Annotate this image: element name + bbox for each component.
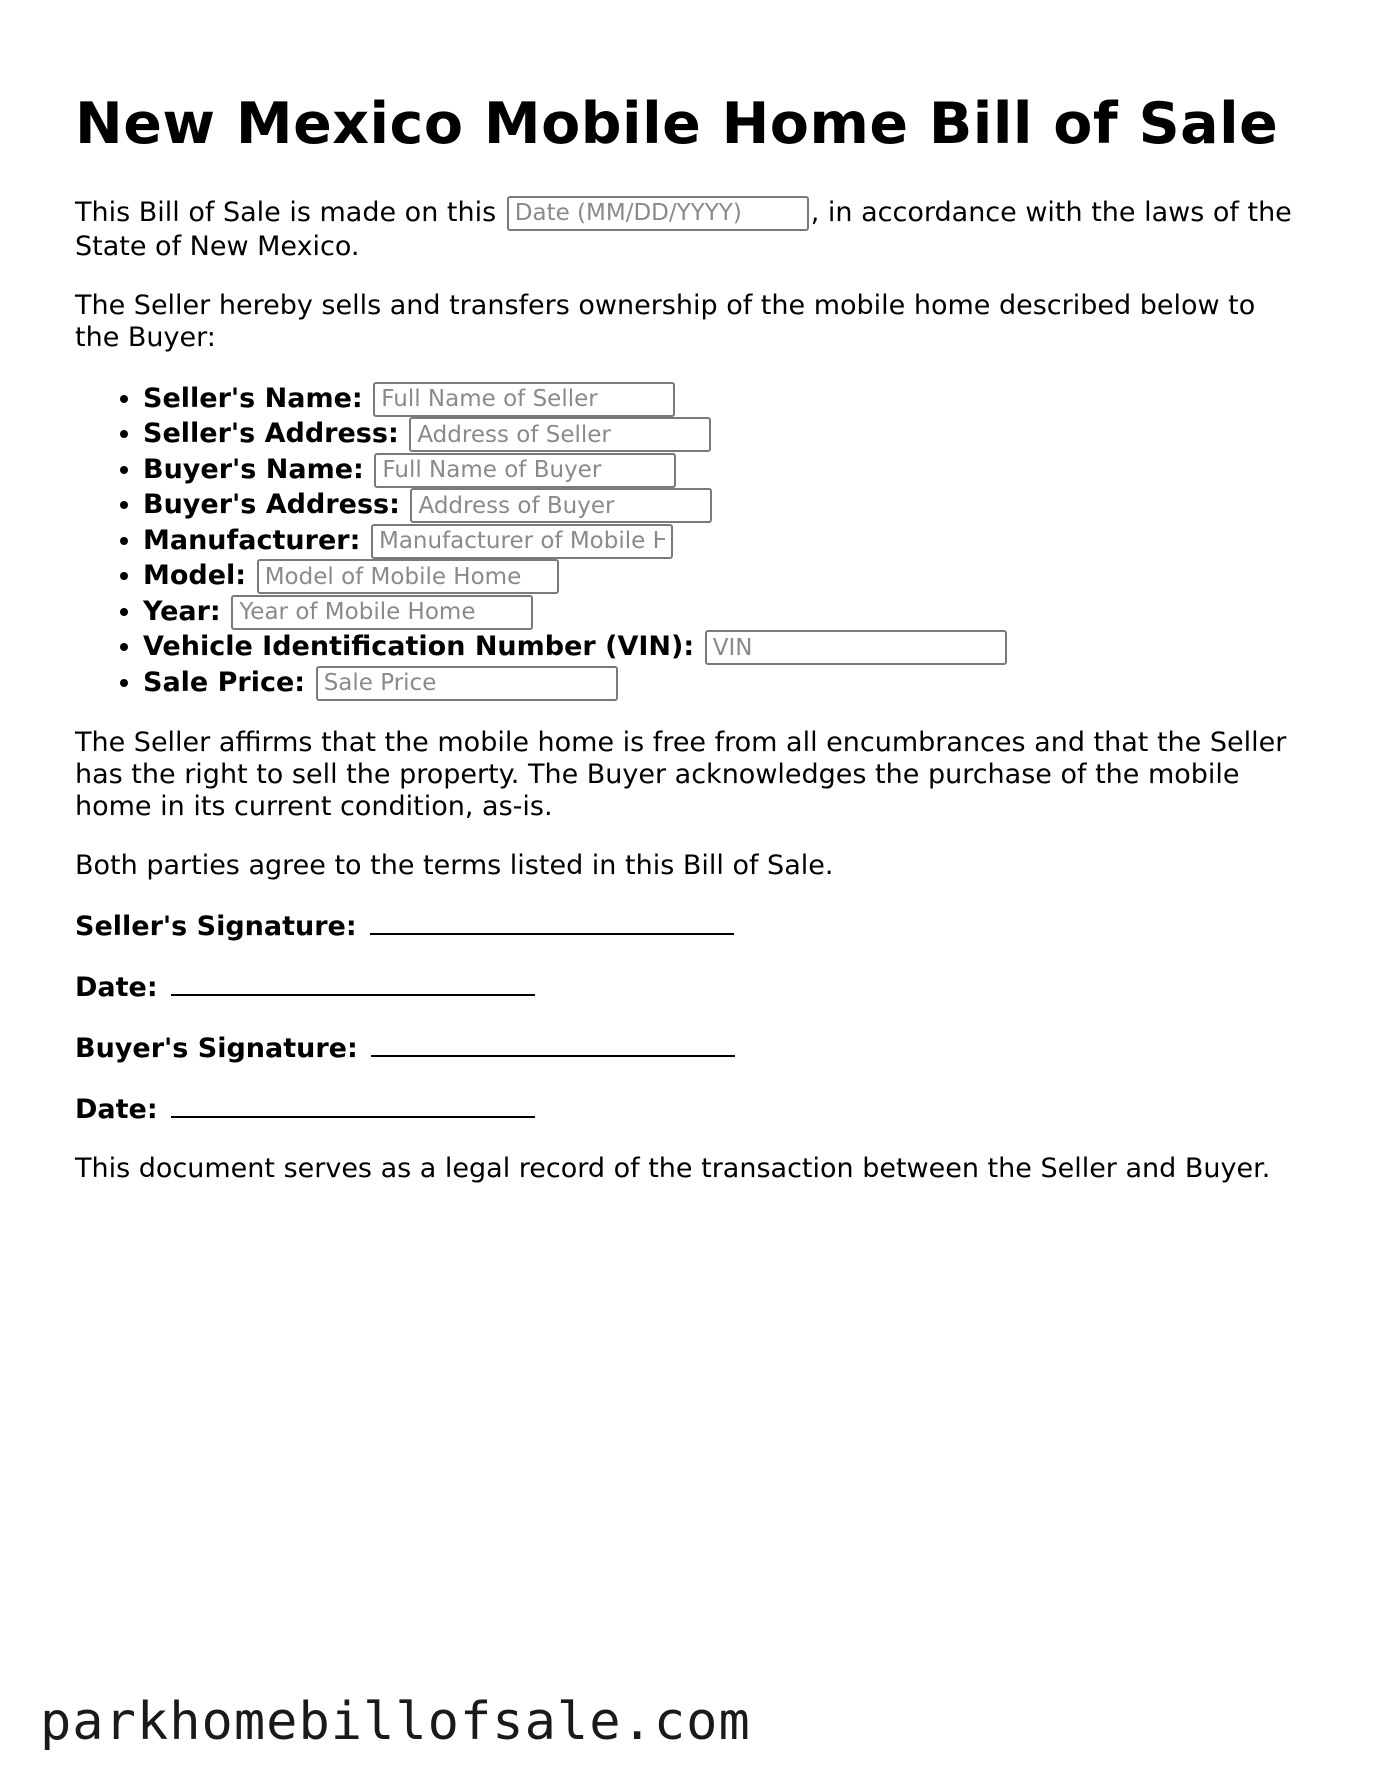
model-label: Model: xyxy=(143,560,247,592)
buyer-address-label: Buyer's Address: xyxy=(143,489,400,521)
buyer-signature-row xyxy=(75,1031,1305,1065)
seller-address-label: Seller's Address: xyxy=(143,418,399,450)
list-item xyxy=(143,452,1305,488)
list-item xyxy=(143,665,1305,701)
seller-date-line xyxy=(171,970,535,996)
seller-signature-line xyxy=(370,909,734,935)
transfer-paragraph: The Seller hereby sells and transfers ownership of the mobile home described below to the Buyer: xyxy=(75,289,1256,353)
manufacturer-field[interactable] xyxy=(371,524,673,559)
year-label: Year: xyxy=(143,595,221,627)
agree-paragraph: Both parties agree to the terms listed in this Bill of Sale. xyxy=(75,850,834,882)
buyer-name-label: Buyer's Name: xyxy=(143,453,364,485)
model-field[interactable] xyxy=(257,559,559,594)
seller-signature-label: Seller's Signature: xyxy=(75,911,357,943)
list-item xyxy=(143,558,1305,594)
intro-text-before: This Bill of Sale is made on this xyxy=(75,196,497,228)
list-item xyxy=(143,381,1305,417)
buyer-date-row xyxy=(75,1092,1305,1126)
buyer-date-line xyxy=(171,1092,535,1118)
date-field[interactable] xyxy=(507,196,809,231)
seller-name-field[interactable] xyxy=(373,382,675,417)
page-title: New Mexico Mobile Home Bill of Sale xyxy=(75,91,1279,157)
sale-price-field[interactable] xyxy=(316,666,618,701)
affirm-paragraph: The Seller affirms that the mobile home is free from all encumbrances and that the Seller has the right to sell the property. The Buyer acknowledges the purchase of the mobile home in its current condition, as-is. xyxy=(75,727,1287,823)
buyer-address-field[interactable] xyxy=(410,488,712,523)
buyer-signature-line xyxy=(371,1031,735,1057)
vin-field[interactable] xyxy=(705,630,1007,665)
year-field[interactable] xyxy=(231,595,533,630)
seller-date-label: Date: xyxy=(75,972,158,1004)
intro-paragraph xyxy=(75,196,1305,263)
list-item xyxy=(143,594,1305,630)
seller-address-field[interactable] xyxy=(409,417,711,452)
seller-date-row xyxy=(75,970,1305,1004)
closing-paragraph: This document serves as a legal record of the transaction between the Seller and Buyer. xyxy=(75,1153,1271,1185)
mobile-home-details-list xyxy=(75,381,1305,701)
document-page xyxy=(75,92,1305,1212)
vin-label: Vehicle Identification Number (VIN): xyxy=(143,631,695,663)
list-item xyxy=(143,523,1305,559)
buyer-date-label: Date: xyxy=(75,1094,158,1126)
list-item xyxy=(143,629,1305,665)
intro-text-after: , in accordance with the laws of the State of New Mexico. xyxy=(75,196,1292,262)
list-item xyxy=(143,416,1305,452)
seller-signature-row xyxy=(75,909,1305,943)
list-item xyxy=(143,487,1305,523)
manufacturer-label: Manufacturer: xyxy=(143,524,361,556)
site-watermark: parkhomebillofsale.com xyxy=(40,1692,751,1752)
buyer-signature-label: Buyer's Signature: xyxy=(75,1033,358,1065)
seller-name-label: Seller's Name: xyxy=(143,382,363,414)
sale-price-label: Sale Price: xyxy=(143,666,306,698)
buyer-name-field[interactable] xyxy=(374,453,676,488)
